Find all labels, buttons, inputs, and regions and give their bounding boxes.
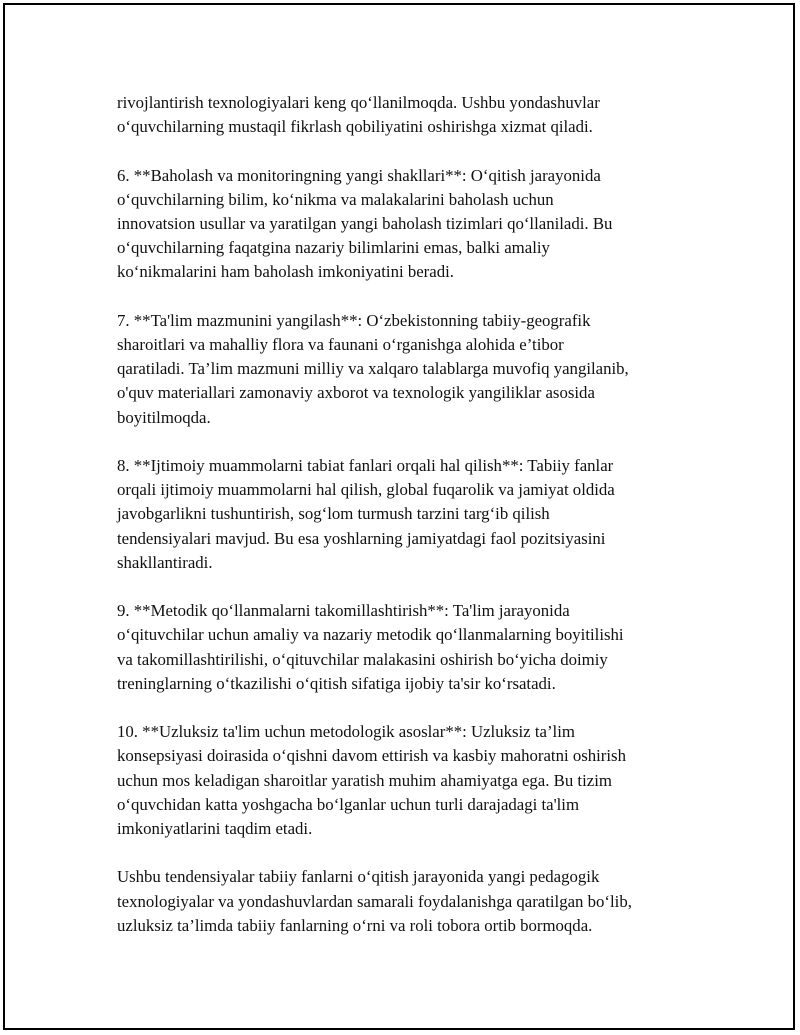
text-line: 9. **Metodik qo‘llanmalarni takomillashtirish**: Ta'lim jarayonida (117, 601, 570, 621)
text-line: o‘quvchidan katta yoshgacha bo‘lganlar uchun turli darajadagi ta'lim (117, 794, 580, 814)
text-line: Ushbu tendensiyalar tabiiy fanlarni o‘qitish jarayonida yangi pedagogik (117, 867, 600, 887)
text-line: uchun mos keladigan sharoitlar yaratish muhim ahamiyatga ega. Bu tizim (117, 770, 612, 790)
text-line: 6. **Baholash va monitoringning yangi shakllari**: O‘qitish jarayonida (117, 165, 601, 185)
text-line: 10. **Uzluksiz ta'lim uchun metodologik asoslar**: Uzluksiz ta’lim (117, 722, 575, 742)
text-line: javobgarlikni tushuntirish, sog‘lom turmush tarzini targ‘ib qilish (117, 504, 550, 524)
text-line: o'quv materiallari zamonaviy axborot va texnologik yangiliklar asosida (117, 383, 595, 403)
text-line: sharoitlari va mahalliy flora va faunani o‘rganishga alohida e’tibor (117, 335, 564, 354)
text-line: o‘quvchilarning mustaqil fikrlash qobiliyatini oshirishga xizmat qiladi. (117, 117, 593, 137)
text-line: o‘quvchilarning faqatgina nazariy bilimlarini emas, balki amaliy (117, 238, 550, 258)
document-body (117, 91, 717, 962)
text-line: qaratiladi. Ta’lim mazmuni milliy va xalqaro talablarga muvofiq yangilanib, (117, 359, 629, 379)
text-line: rivojlantirish texnologiyalari keng qo‘llanilmoqda. Ushbu yondashuvlar (117, 93, 600, 112)
paragraph-intro-continuation (117, 91, 717, 139)
paragraph-item-8 (117, 454, 717, 575)
text-line: uzluksiz ta’limda tabiiy fanlarning o‘rni va roli tobora ortib bormoqda. (117, 915, 593, 935)
text-line: orqali ijtimoiy muammolarni hal qilish, global fuqarolik va jamiyat oldida (117, 480, 615, 500)
text-line: treninglarning o‘tkazilishi o‘qitish sifatiga ijobiy ta'sir ko‘rsatadi. (117, 673, 556, 693)
text-line: konsepsiyasi doirasida o‘qishni davom ettirish va kasbiy mahoratni oshirish (117, 746, 626, 766)
text-line: shakllantiradi. (117, 552, 213, 572)
paragraph-item-6 (117, 164, 717, 285)
text-line: boyitilmoqda. (117, 407, 211, 427)
text-line: tendensiyalari mavjud. Bu esa yoshlarning jamiyatdagi faol pozitsiyasini (117, 528, 606, 548)
text-line: ko‘nikmalarini ham baholash imkoniyatini beradi. (117, 262, 454, 282)
paragraph-item-9 (117, 599, 717, 696)
text-line: o‘qituvchilar uchun amaliy va nazariy metodik qo‘llanmalarning boyitilishi (117, 625, 624, 645)
paragraph-conclusion (117, 865, 717, 938)
text-line: va takomillashtirilishi, o‘qituvchilar malakasini oshirish bo‘yicha doimiy (117, 649, 608, 669)
paragraph-item-10 (117, 720, 717, 841)
text-line: imkoniyatlarini taqdim etadi. (117, 819, 313, 839)
text-line: 7. **Ta'lim mazmunini yangilash**: O‘zbekistonning tabiiy-geografik (117, 310, 591, 330)
text-line: innovatsion usullar va yaratilgan yangi baholash tizimlari qo‘llaniladi. Bu (117, 214, 613, 233)
text-line: 8. **Ijtimoiy muammolarni tabiat fanlari orqali hal qilish**: Tabiiy fanlar (117, 456, 614, 475)
text-line: texnologiyalar va yondashuvlardan samarali foydalanishga qaratilgan bo‘lib, (117, 891, 632, 911)
text-line: o‘quvchilarning bilim, ko‘nikma va malakalarini baholash uchun (117, 189, 554, 209)
paragraph-item-7 (117, 309, 717, 430)
